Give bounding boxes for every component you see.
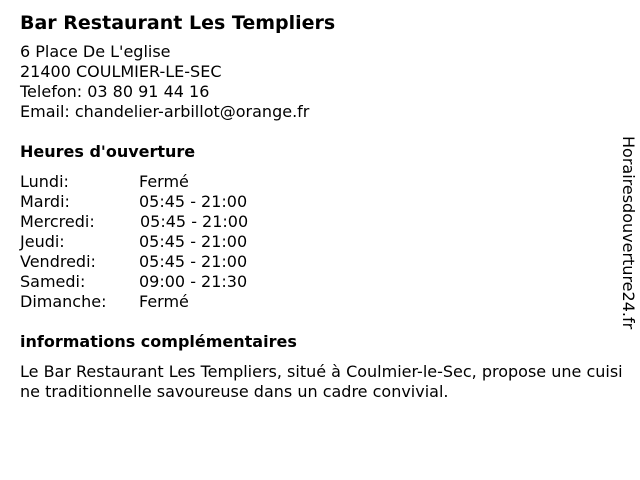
- hours-row-monday: [20, 172, 620, 192]
- address-line-street: 6 Place De L'eglise: [20, 42, 171, 61]
- email-line: Email: chandelier-arbillot@orange.fr: [20, 102, 310, 121]
- opening-hours-table: [20, 172, 620, 312]
- hours-row-tuesday: [20, 192, 620, 212]
- info-description: Le Bar Restaurant Les Templiers, situé à Coulmier-le-Sec, propose une cuisine traditionnelle savoureuse dans un cadre convivial.: [20, 362, 623, 401]
- time-value: Fermé: [139, 292, 189, 311]
- hours-row-saturday: [20, 272, 620, 292]
- time-value: 05:45 - 21:00: [139, 192, 248, 211]
- listing-page: [20, 10, 623, 402]
- phone-line: Telefon: 03 80 91 44 16: [20, 82, 210, 101]
- hours-row-sunday: [20, 292, 620, 312]
- hours-row-wednesday: [20, 212, 620, 232]
- hours-row-friday: [20, 252, 620, 272]
- day-label: Mercredi:: [20, 212, 95, 231]
- address-line-city: 21400 COULMIER-LE-SEC: [20, 62, 222, 81]
- day-label: Mardi:: [20, 192, 70, 211]
- info-heading: informations complémentaires: [20, 332, 297, 351]
- contact-block: [20, 42, 620, 122]
- restaurant-name: Bar Restaurant Les Templiers: [20, 12, 336, 34]
- day-label: Samedi:: [20, 272, 86, 291]
- time-value: 05:45 - 21:00: [139, 252, 248, 271]
- time-value: Fermé: [139, 172, 189, 191]
- time-value: 05:45 - 21:00: [140, 212, 249, 231]
- day-label: Lundi:: [20, 172, 69, 191]
- day-label: Jeudi:: [20, 232, 65, 251]
- time-value: 09:00 - 21:30: [139, 272, 248, 291]
- hours-row-thursday: [20, 232, 620, 252]
- time-value: 05:45 - 21:00: [139, 232, 248, 251]
- day-label: Vendredi:: [20, 252, 96, 271]
- brand-watermark: Horairesdouverture24.fr: [619, 136, 638, 330]
- hours-heading: Heures d'ouverture: [20, 142, 196, 161]
- day-label: Dimanche:: [20, 292, 107, 311]
